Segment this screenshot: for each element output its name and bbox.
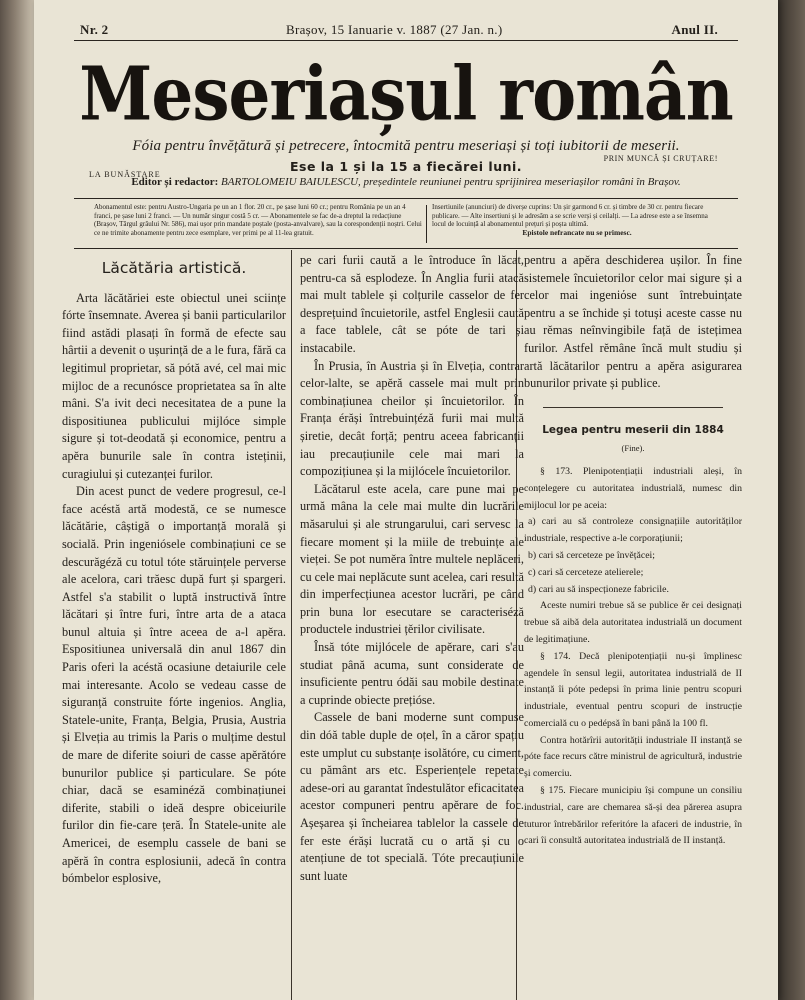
column-2 — [300, 252, 524, 885]
law-paragraph: Contra hotărîrii autorității industriale II instanță se póte face recurs către ministrul de agricultură, industrie și comerciu. — [524, 734, 742, 780]
law-paragraph: § 175. Fiecare municipiu își compune un consiliu industrial, care are chemarea să-și dea părerea asupra tuturor întrebărilor referitóre la afaceri de industrie, în cari îi consultă autoritatea industrială de II instanță. — [524, 785, 742, 847]
motto-left: LA BUNĂSTARE — [89, 170, 161, 179]
law-item: c) cari să cerceteze atelierele; — [528, 566, 644, 578]
article-title: Lăcătăria artistică. — [101, 259, 247, 277]
masthead-rule-top — [74, 40, 738, 41]
info-separator — [426, 205, 427, 243]
insertions-box — [432, 203, 722, 237]
article-paragraph: pe cari furii caută a le întroduce în lăcat, pentru-ca să esplodeze. În Anglia furii atacă mai mult tablele și colțurile casselor de fer desprețuind încuietorile, astfel Englesii caută a face tablele, cât se póte de tari și instacabile. — [300, 253, 524, 355]
background-edge — [778, 0, 805, 1000]
law-paragraph: § 174. Decă plenipotențiații nu-și împlinesc agendele în sensul legii, autoritatea industrială de II instanță îi póte pedepsi în prima linie pentru scopuri industriale, eventual pentru scopuri de instrucție comercială cu o pedépsă în bani până la 100 fl. — [524, 650, 742, 729]
article-paragraph: Însă tóte mijlócele de apěrare, cari s'au studiat până acuma, sunt considerate de insuficiente pentru ódăi sau mobile destinate a cuprinde obiecte prețióse. — [300, 640, 524, 707]
volume-year: Anul II. — [671, 22, 718, 37]
article-paragraph: Din acest punct de vedere progresul, ce-l face acéstă artă modestă, ce se numesce lăcătărie, câștigă o importanță morală și socială. Prin ingeniósele combinațiuni ce se descurăgéză cu totul tóte stăruințele perverse ale acelora, cari trăesc după furt și spargeri. Astfel s'a stabilit o luptă instructivă între lăcătari și între furi, între arta de a ataca bunul altuia și între aceea de a-l apěra. Espositiunea universală din anul 1867 din Paris oferi la acéstă ocasiune detaiurile cele mai interesante. Acolo se vedeau casse de siguranță construite fórte ingenios. Anglia, Statele-unite, Franța, Belgia, Prusia, Austria și Elveția au trimis la Paris o mulțime destul de mare de diferite soiuri de casse apěrătóre bunurilor publice și particulare. Se póte chiar, dacă se esaminéză combinațiunei diferite, stabili o ideă despre obiceiurile furilor din fie-care țeră. În Statele-unite ale Americei, de esemplu cassele de bani se apěră în contra esplosiunii, adecă în contra bómbelor esplosive, — [62, 484, 286, 886]
law-item: d) cari au să inspecționeze fabricile. — [528, 583, 669, 595]
law-item: a) cari au să controleze consignațiile autorităților industriale, respective a-le corporațiunii; — [524, 516, 742, 545]
publication-frequency: Ese la 1 și la 15 a fiecărei luni. — [289, 159, 523, 174]
dateline: Brașov, 15 Ianuarie v. 1887 (27 Jan. n.) — [286, 22, 503, 37]
subscription-text: Abonamentul este: pentru Austro-Ungaria pe un an 1 flor. 20 cr., pe șase luni 60 cr.; pentru România pe un an 4 franci, pe șase luni 2 franci. — Un număr singur costă 5 cr. — Abonamentele se fac de-a dreptul la redacțiune (Brașov, Târgul grâului Nr. 586), mai ușor prin mandate poștale (posta-anvalvare), sau la corespondenții noștri. Celui ce ne trimite abonamente pentru zece esemplare, ver primi pe al 11-lea gratuit. — [94, 203, 422, 237]
article-paragraph: Cassele de bani moderne sunt compuse din dóă table duple de oțel, în a căror spațiu este umplut cu substanțe isolătóre, cu ciment, cu pământ ars etc. Esperiențele repetate adese-ori au garantat îndestulător eficacitatea acestor compuneri pentru apěrare de foc. Așeșarea și încheiarea tablelor la cassele de fer este érăși lucrată cu o artă și cu o atențiune de tot specială. Tóte precauțiunile sunt luate — [300, 710, 524, 883]
motto-right: PRIN MUNCĂ ȘI CRUȚARE! — [603, 154, 718, 163]
article-paragraph: În Prusia, în Austria și în Elveția, contrar celor-lalte, se apěră cassele mai mult prin combinațiunea cheilor și încuietorilor. În Franța érăși întrebuințéză furii mai multă șiretie, decât forță; pentru aceea fabricanții iau precauțiunile cele mai mari la compozițiunea și la mijlócele încuietorilor. — [300, 358, 524, 479]
issue-number: Nr. 2 — [80, 22, 109, 37]
law-text — [524, 464, 742, 850]
newspaper-title: Meseriașul român — [79, 50, 733, 138]
law-item: b) cari să cerceteze pe învĕțăcei; — [528, 549, 655, 561]
insertions-text: Insertiunile (anunciuri) de diverșe cuprins: Un șir garmond 6 cr. și timbre de 30 cr. pentru fiecare publicare. — Alte insertiuni și le adresăm a se scrie verși și ceilalți. — La adrese este a se însemna locul de locuință al abonamentul prețuri și poșta ultimă. — [432, 203, 708, 229]
article-paragraph: Lăcătarul este acela, care pune mai pe urmă mâna la cele mai multe din lucrările măsarului și ale strungarului, cari servesc la fiecare moment și la miile de trebuințe ale vieței. Se pot numěra între multele neplăceri, cu cele mai neplăcute sunt acelea, cari resultă din imperfecțiunea acestor lucrări, pe când prin buna lor esecutare se caracteriséză productele industriei țěrilor civilisate. — [300, 481, 524, 637]
subscription-box — [94, 203, 724, 245]
newspaper-page — [34, 0, 778, 1000]
newspaper-subtitle: Fóia pentru învĕțătură și petrecere, întocmită pentru meseriași și toți iubitorii de meserii. — [132, 138, 680, 154]
editor-name: BARTOLOMEIU BAIULESCU, președintele reuniunei pentru sprijinirea meseriașilor români în Brașov. — [221, 176, 681, 188]
column-divider-1 — [291, 250, 292, 1000]
section-divider — [543, 407, 723, 408]
column-1 — [62, 252, 286, 888]
editor-prefix: Editor și redactor: — [131, 176, 219, 188]
law-paragraph: Aceste numiri trebue să se publice ěr cei designați trebue să aibă dela autoritatea industrială un document de legitimațiune. — [524, 600, 742, 645]
letters-notice: Epistole nefrancate nu se primesc. — [522, 227, 632, 237]
info-rule-bottom — [74, 248, 738, 249]
law-paragraph: § 173. Plenipotențiații industriali aleși, în conțelegere cu autoritatea industrială, numesc din mijlocul lor pe aceia: — [524, 465, 742, 511]
article-paragraph: Arta lăcătăriei este obiectul unei sciințe fórte însemnate. Averea și banii particularilor fiind astădi plasați în formă de efecte sau hârtii a devenit o ușurință de a le fura, fără ca legitimul proprietar, să pótă avé, cel mai mic mijloc de a recunósce proprietatea sa în alte mâni. S'a ivit deci necesitatea de a pune la dispositiunea publicului mijlóce simple sigure și tot-deodată și economice, pentru a apěra bunurile sale în contra isteținii, curagiului și cutezanței furilor. — [62, 290, 286, 481]
law-title: Legea pentru meserii din 1884 — [542, 423, 724, 436]
law-note: (Fine). — [621, 443, 645, 454]
column-3 — [524, 252, 742, 850]
article-paragraph: pentru a apěra deschiderea ușilor. În fine sistemele încuietorilor celor mai sigure și a celor mai ingeniόse sunt întrebuințate pentru a se închide și totuși aceste casse nu au rěmas neînvingibile față de istețimea furilor. Astfel rĕmâne încă mult studiu și artă lăcătarilor pentru a apěra asigurarea bunurilor private și publice. — [524, 253, 742, 391]
editor-line — [34, 176, 778, 188]
info-rule-top — [74, 198, 738, 199]
